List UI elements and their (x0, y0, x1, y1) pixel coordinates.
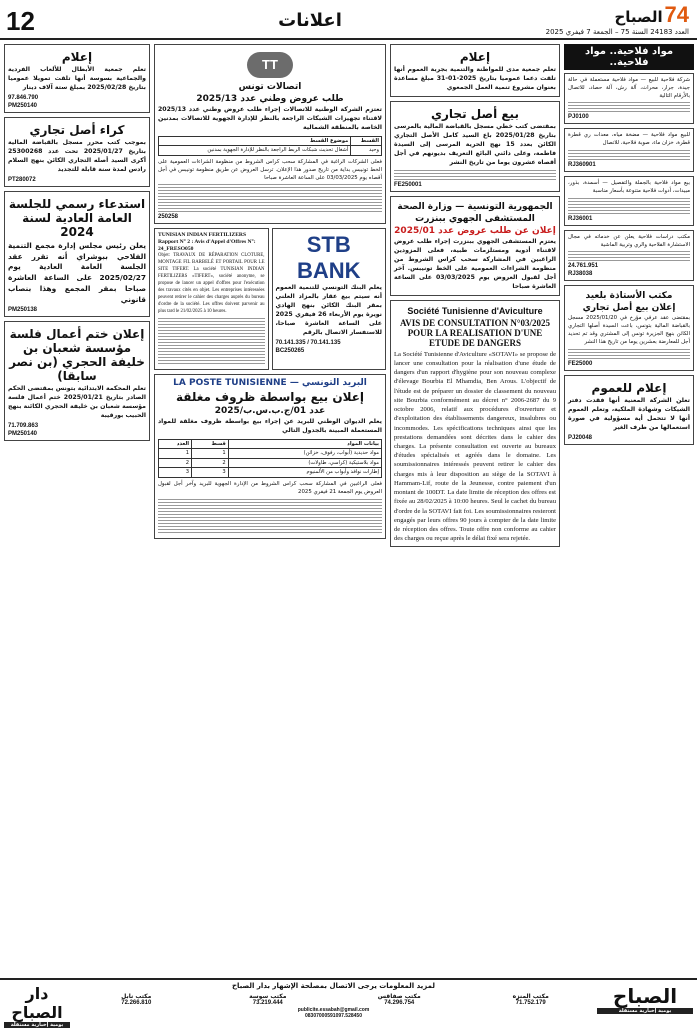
table-row (159, 458, 382, 468)
tt-tender (154, 44, 386, 224)
office-phone: 71.752.179 (515, 1000, 546, 1007)
bankruptcy-close-title: إعلان ختم أعمال فلسة مؤسسة شعبان بن خليفة الحجري (بن نصر سابقا) (9, 327, 145, 384)
table-row (159, 449, 382, 459)
office-city: مكتب نابل (121, 992, 152, 1000)
office-phone: 74.296.754 (384, 1000, 415, 1007)
business-sale-title: بيع أصل تجاري (431, 106, 519, 121)
sports-info-phone: 97.846.790 (8, 94, 39, 101)
tt-table (158, 136, 382, 156)
hospital-name: المستشفى الجهوي ببنزرت (415, 213, 535, 224)
poste-cell: 1 (159, 449, 192, 459)
business-rent-ref: PT280072 (8, 176, 36, 183)
business-sale-ref: FE250001 (394, 181, 422, 188)
footer-brand-tag: يومية إخبارية مستقلة (597, 1008, 693, 1014)
association-info (390, 44, 560, 97)
table-row (159, 468, 382, 478)
public-notice-ref: PJ20048 (568, 434, 593, 441)
agri-ad-1-ref: PJ0100 (568, 114, 589, 121)
stb-phone: 70.141.335 / 70.141.135 (275, 340, 341, 347)
footer-email[interactable]: publicite.essabah@gmail.com (297, 1006, 370, 1013)
mid-ads-row (154, 228, 386, 374)
stb-ad (272, 228, 387, 370)
business-sale (390, 101, 560, 192)
notice-sale (564, 285, 694, 370)
poste-cell: 2 (192, 458, 229, 468)
office-city: مكتب المنزه (512, 992, 549, 1000)
section-title: اعلانات (278, 10, 342, 31)
tifert-body: Objet: TRAVAUX DE RÉPARATION CLOTURE, MONTAGE FIL BARBELÉ ET PORTAIL POUR LE SITE TIFERT. La société TUNISIAN INDIAN FERTILIZERS «TIFERT», société anonyme, se propose de lancer un appel d'offres pour l'exécution des travaux cités en objet. Les entreprises intéressées peuvent retirer le cahier des charges auprès du bureau d'ordre de la société. Les offres doivent parvenir au plus tard le 21/02/2025 à 10 heures. (158, 253, 265, 315)
general-meeting-body: يعلن رئيس مجلس إدارة مجمع التنمية الفلاحي ببوشراي أنه تقرر عقد الجلسة العامة العادية يوم 2025/02/27 على الساعة العاشرة صباحا بمقر المجمع وهذا بنصاب قانوني (8, 240, 146, 304)
hospital-tender (390, 196, 560, 296)
page-number: 12 (6, 6, 35, 36)
poste-cell: 1 (192, 449, 229, 459)
sotavi-body: La Société Tunisienne d'Aviculture «SOTAVI» se propose de lancer une consultation pour la réalisation d'une étude de dangers d'un rapport d'hygiène pour son nouveau complexe d'élevage Bourbia El Mhamdia, Ben Arous. L'objectif de l'étude est de préparer un dossier de classement du nouveau site Bourbia conformément au décret n° 2006-2687 du 9 octobre 2006, relatif aux procédures d'ouverture et d'exploitation des établissements dangereux, insalubres ou incommodes. Les spécifications techniques ainsi que les prestations demandées sont décrites dans le cahier des charges. La présente consultation est ouverte au bureaux d'études spécialisés et agréés dans le domaine. Les soumissionnaires intéressés peuvent retirer le cahier des charges mis à leur disposition au siège de la SOTAVI à Hammam-Lif, route de la Jeunesse, contre paiement d'un montant de 100DT. La date limite de réception des offres est fixée au 28/02/2025 à 10:00 heures. Seul le cachet du bureau d'ordre de la SOTAVI fait foi. Les soumissionnaires resteront engagés par leurs offres 90 jours à compter de la date limite de réception des offres. Toute offre non conforme au cahier des charges ou reçue après le délai fixé sera rejetée. (394, 350, 556, 543)
agri-ad-2-ref: RJ360901 (568, 162, 596, 169)
agri-ad-4-phone: 24.761.951 (568, 263, 599, 270)
office-city: مكتب سوسة (249, 992, 287, 1000)
footer-brand-2[interactable] (4, 984, 70, 1028)
poste-cell: إطارات نوافذ وأبواب من الألمنيوم (228, 468, 381, 478)
notice-sale-body: بمقتضى عقد عرفي مؤرخ في 2025/01/20 مسجل بالقباضة المالية بتونس، باعت السيدة أصلها التجاري الكائن بنهج الجزيرة تونس إلى المشتري وقد تم تحديد أجل للمعارضة بعشرين يوما من تاريخ هذا النشر (568, 315, 690, 345)
column-right (564, 44, 694, 974)
office-phone: 73.219.444 (252, 1000, 283, 1007)
business-rent-body: بموجب كتب محرر مسجل بالقباضة المالية بتاريخ 2025/01/27 تحت عدد 25300268 أكرى السيد أصله التجاري الكائن بنهج السلام رادس لمدة سنة قابلة للتجديد (8, 138, 146, 173)
poste-table-head: قسط (192, 439, 229, 449)
office-item (74, 993, 199, 1007)
tt-body: تعتزم الشركة الوطنية للاتصالات إجراء طلب عروض وطني عدد 2025/13 لاقتناء تجهيزات الشبكات الراجعة بالنظر للإدارة الجهوية للاتصالات بمدنين الخاصة بالمنطقة الشمالية (158, 106, 382, 131)
notice-sale-subtitle: إعلان بيع أصل تجاري (582, 303, 676, 314)
footer-hotline: 08307000591097.528450 (304, 1012, 362, 1019)
agri-ad-4 (564, 230, 694, 282)
tt-table-cell-1: وحيد (351, 146, 382, 156)
bankruptcy-close (4, 321, 150, 441)
agri-ad-4-ref: RJ38038 (568, 271, 593, 278)
notice-sale-ref: FE25000 (568, 360, 593, 367)
poste-brand: البريد التونسي — LA POSTE TUNISIENNE (173, 377, 367, 388)
sotavi-name: Société Tunisienne d'Aviculture (407, 305, 543, 316)
tunisie-telecom-logo: TT (247, 52, 293, 78)
public-notice-body: تعلن الشركة المعنية أنها فقدت دفتر الشيكات وشهادة الملكية، وتعلم العموم أنها لا تتحمل أية مسؤولية في صورة استعمالها من طرف الغير (568, 396, 690, 431)
agri-ad-4-body: مكتب دراسات فلاحية يعلن عن خدماته في مجال الاستشارة الفلاحية والري وتربية الماشية (568, 233, 690, 248)
association-info-body: تعلم جمعية مدى للمواطنة والتنمية بجربة العموم أنها تلقت دعما عموميا بتاريخ 2025-01-31 مبلغ مساعدة بعنوان مشروع تنمية العمل الجمعوي (394, 66, 556, 91)
poste-table-head: العدد (159, 439, 192, 449)
tt-table-head-2: موضوع القسط (159, 136, 351, 146)
footer-offices (74, 993, 593, 1007)
sotavi-title: AVIS DE CONSULTATION N°03/2025 POUR LA REALISATION D'UNE ETUDE DE DANGERS (399, 317, 551, 348)
logo-number: 74 (664, 2, 689, 27)
hospital-tender-title: إعلان عن طلب عروض عدد 2025/01 (394, 225, 556, 236)
hospital-tender-body: يعتزم المستشفى الجهوي ببنزرت إجراء طلب عروض لاقتناء أدوية ومستلزمات طبية، فعلى المزودين الراغبين في المشاركة سحب كراس الشروط من منظومة الشراءات العمومية على الخط تونيبس. آخر أجل لقبول العروض يوم 03/03/2025 على الساعة العاشرة صباحا (394, 237, 556, 290)
sports-info-body: تعلم جمعية الأبطال للألعاب الفردية والجماعية بسوسة أنها تلقت تمويلا عموميا بتاريخ 2025/02/28 بمبلغ ستة آلاف دينار (8, 66, 146, 91)
stb-body: يعلم البنك التونسي للتنمية العموم أنه سيتم بيع عقار بالمزاد العلني بمقر البنك الكائن بنهج الهادي نويرة يوم الأربعاء 26 فيفري 2025 على الساعة العاشرة صباحا، للاستفسار الاتصال بالرقم (275, 284, 383, 337)
agri-ad-3-ref: RJ36001 (568, 215, 593, 222)
business-sale-body: بمقتضى كتب خطي مسجل بالقباضة المالية بالمرسى بتاريخ 2025/01/28 باع السيد كامل الأصل التجاري الكائن بعدد 15 نهج الحرية المرسى إلى السيدة فاطمة، وعلى دائني البائع التعريف بديونهم في أجل أقصاه عشرون يوما من تاريخ النشر (394, 122, 556, 166)
tt-company: اتصالات تونس (238, 82, 302, 92)
footer-contacts (74, 982, 593, 1019)
sports-info (4, 44, 150, 113)
column-3 (390, 44, 560, 974)
poste-cell: مواد حديدية (أبواب، رفوف، خزائن) (228, 449, 381, 459)
notice-sale-title: مكتب الأستاذة بلعيد (585, 291, 673, 302)
agri-ad-1 (564, 73, 694, 124)
tt-body-2: فعلى الشركات الراغبة في المشاركة سحب كراس الشروط من منظومة الشراءات العمومية على الخط تونيبس بداية من تاريخ صدور هذا الإعلان. ترسل العروض عن طريق منظومة تونيبس في أجل أقصاه يوم 03/03/2025 على الساعة العاشرة صباحا (158, 158, 382, 181)
poste-sale (154, 374, 386, 539)
office-phone: 72.266.810 (121, 1000, 152, 1007)
agri-ad-3-body: بيع مواد فلاحية بالجملة والتفصيل — أسمدة، بذور، مبيدات، أدوات فلاحية متنوعة بأسعار مناسبة (568, 180, 690, 194)
agri-ad-2-body: للبيع مواد فلاحية — مضخة مياه، معدات ري قطرة قطرة، خزان ماء، صوبة فلاحية، للاتصال (568, 132, 690, 147)
poste-table-head: بيانات المواد (228, 439, 381, 449)
bankruptcy-close-phone: 71.709.863 (8, 423, 39, 430)
footer-headline: لمزيد المعلومات يرجى الاتصال بمصلحة الإشهار بدار الصباح (232, 982, 435, 990)
column-left (4, 44, 150, 974)
poste-table (158, 439, 382, 478)
tt-title: طلب عروض وطني عدد 2025/13 (196, 94, 344, 104)
poste-cell: 3 (192, 468, 229, 478)
column-2 (154, 44, 386, 974)
footer-brand-2-name: دار الصباح (11, 984, 63, 1022)
office-item (468, 993, 593, 1007)
tt-table-cell-2: أشغال تحديث شبكات الربط الراجعة بالنظر للإدارة الجهوية بمدنين (159, 146, 351, 156)
poste-body-2: فعلى الراغبين في المشاركة سحب كراس الشروط من الإدارة الجهوية للبريد وآخر أجل لقبول العروض يوم الجمعة 21 فيفري 2025 (158, 480, 382, 495)
issue-info: العدد 24183 السنة 75 – الجمعة 7 فيفري 2025 (545, 28, 689, 36)
sports-info-ref: PM250140 (8, 102, 38, 109)
agri-banner: مواد فلاحية.. مواد فلاحية.. (564, 44, 694, 70)
office-item (205, 993, 330, 1007)
ministry-name: الجمهورية التونسية — وزارة الصحة (397, 201, 553, 212)
page-footer (0, 978, 697, 1028)
poste-title: إعلان بيع بواسطة ظروف مغلقة (175, 389, 365, 404)
footer-brand-2-tag: يومية إخبارية مستقلة (4, 1022, 70, 1028)
poste-cell: مواد بلاستيكية (كراسي، طاولات) (228, 458, 381, 468)
office-city: مكتب صفاقس (377, 992, 421, 1000)
stb-ref: BC250265 (275, 348, 305, 355)
tt-table-head-1: القسط (351, 136, 382, 146)
agri-ad-2 (564, 128, 694, 172)
footer-brand[interactable] (597, 984, 693, 1014)
sports-info-title: إعلام (61, 50, 93, 64)
bankruptcy-close-body: تعلم المحكمة الابتدائية بتونس بمقتضى الحكم الصادر بتاريخ 2025/01/21 ختم أعمال فلسة مؤسسة شعبان بن خليفة الحجري الكائنة بنهج الحبيب بورقيبة (8, 385, 146, 420)
bankruptcy-close-ref: PM250140 (8, 431, 38, 438)
office-item (337, 993, 462, 1007)
public-notice-title: إعلام للعموم (591, 380, 667, 395)
page-header (0, 0, 697, 40)
poste-body: يعلم الديوان الوطني للبريد عن إجراء بيع بواسطة ظروف مغلقة للمواد المستعملة المبينة بالجدول التالي (158, 417, 382, 434)
business-rent-title: كراء أصل تجاري (29, 122, 125, 137)
business-rent (4, 117, 150, 187)
logo-text: الصباح (614, 8, 663, 26)
general-meeting-ref: PM250138 (8, 307, 38, 314)
poste-number: عدد 01/ج.ب.س.ب/2025 (214, 405, 326, 416)
general-meeting (4, 191, 150, 317)
stb-logo: STB BANK (296, 232, 361, 284)
agri-ad-1-body: شركة فلاحية للبيع — مواد فلاحية مستعملة في حالة جيدة، جرار، محراث، آلة رش، آلة حصاد، للاتصال بالأرقام التالية (568, 77, 690, 99)
association-info-title: إعلام (459, 50, 491, 64)
sotavi-consultation (390, 300, 560, 548)
tifert-header: TUNISIAN INDIAN FERTILIZERS (158, 232, 247, 239)
public-notice (564, 375, 694, 445)
general-meeting-title: استدعاء رسمي للجلسة العامة العادية لسنة 2024 (8, 196, 146, 239)
poste-cell: 3 (159, 468, 192, 478)
tt-ref: 250258 (158, 214, 179, 221)
footer-brand-name: الصباح (612, 984, 678, 1008)
poste-cell: 2 (159, 458, 192, 468)
tifert-title: Rapport N° 2 : Avis d'Appel d'Offres N°: 24_FRESO050 (158, 239, 256, 253)
tifert-tender (154, 228, 269, 370)
agri-ad-3 (564, 176, 694, 226)
newspaper-logo[interactable] (589, 2, 689, 26)
